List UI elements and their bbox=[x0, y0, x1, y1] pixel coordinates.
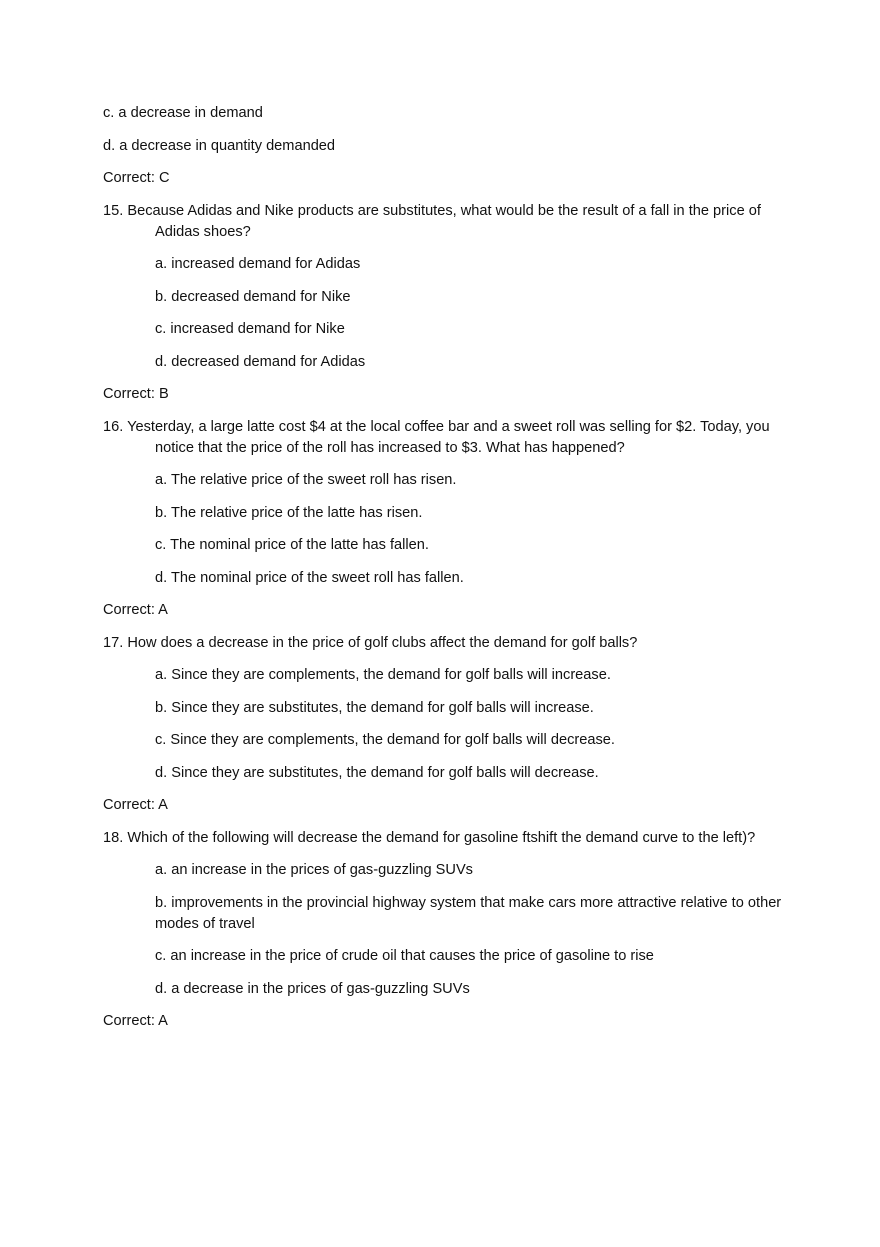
question-18-correct-answer: Correct: A bbox=[103, 1013, 168, 1029]
question-17-option-d: d. Since they are substitutes, the demand for golf balls will decrease. bbox=[155, 764, 599, 781]
question-16-option-a: a. The relative price of the sweet roll has risen. bbox=[155, 472, 457, 488]
question-17-option-a: a. Since they are complements, the demand for golf balls will increase. bbox=[155, 667, 611, 683]
question-17-correct-answer: Correct: A bbox=[103, 797, 168, 813]
question-16-option-d: d. The nominal price of the sweet roll has fallen. bbox=[155, 569, 464, 586]
question-18-option-c: c. an increase in the price of crude oil that causes the price of gasoline to rise bbox=[155, 948, 654, 964]
question-17-option-b: b. Since they are substitutes, the demand for golf balls will increase. bbox=[155, 699, 594, 716]
question-16-option-b: b. The relative price of the latte has risen. bbox=[155, 504, 423, 521]
question-16-correct-answer: Correct: A bbox=[103, 602, 168, 618]
question-15-correct-answer: Correct: B bbox=[103, 386, 169, 402]
question-18: 18. Which of the following will decrease the demand for gasoline ftshift the demand curve to the left)? bbox=[103, 829, 756, 846]
carryover-option-c: c. a decrease in demand bbox=[103, 105, 263, 121]
question-15-option-d: d. decreased demand for Adidas bbox=[155, 353, 366, 370]
document-body bbox=[103, 103, 783, 1044]
question-15-option-a: a. increased demand for Adidas bbox=[155, 256, 361, 272]
question-18-option-a: a. an increase in the prices of gas-guzzling SUVs bbox=[155, 862, 473, 878]
question-16-option-c: c. The nominal price of the latte has fallen. bbox=[155, 537, 429, 553]
question-16: 16. Yesterday, a large latte cost $4 at the local coffee bar and a sweet roll was selling for $2. Today, you notice that the price of the roll has increased to $3. What has happened? bbox=[103, 418, 770, 456]
question-15-option-b: b. decreased demand for Nike bbox=[155, 288, 351, 305]
carryover-correct-answer: Correct: C bbox=[103, 170, 170, 186]
question-18-option-b: b. improvements in the provincial highway system that make cars more attractive relative to other modes of travel bbox=[155, 894, 782, 932]
question-15: 15. Because Adidas and Nike products are substitutes, what would be the result of a fall in the price of Adidas shoes? bbox=[103, 202, 761, 240]
question-17-option-c: c. Since they are complements, the demand for golf balls will decrease. bbox=[155, 732, 615, 748]
carryover-option-d: d. a decrease in quantity demanded bbox=[103, 137, 336, 154]
question-17: 17. How does a decrease in the price of golf clubs affect the demand for golf balls? bbox=[103, 634, 638, 651]
question-18-option-d: d. a decrease in the prices of gas-guzzling SUVs bbox=[155, 980, 470, 997]
question-15-option-c: c. increased demand for Nike bbox=[155, 321, 345, 337]
